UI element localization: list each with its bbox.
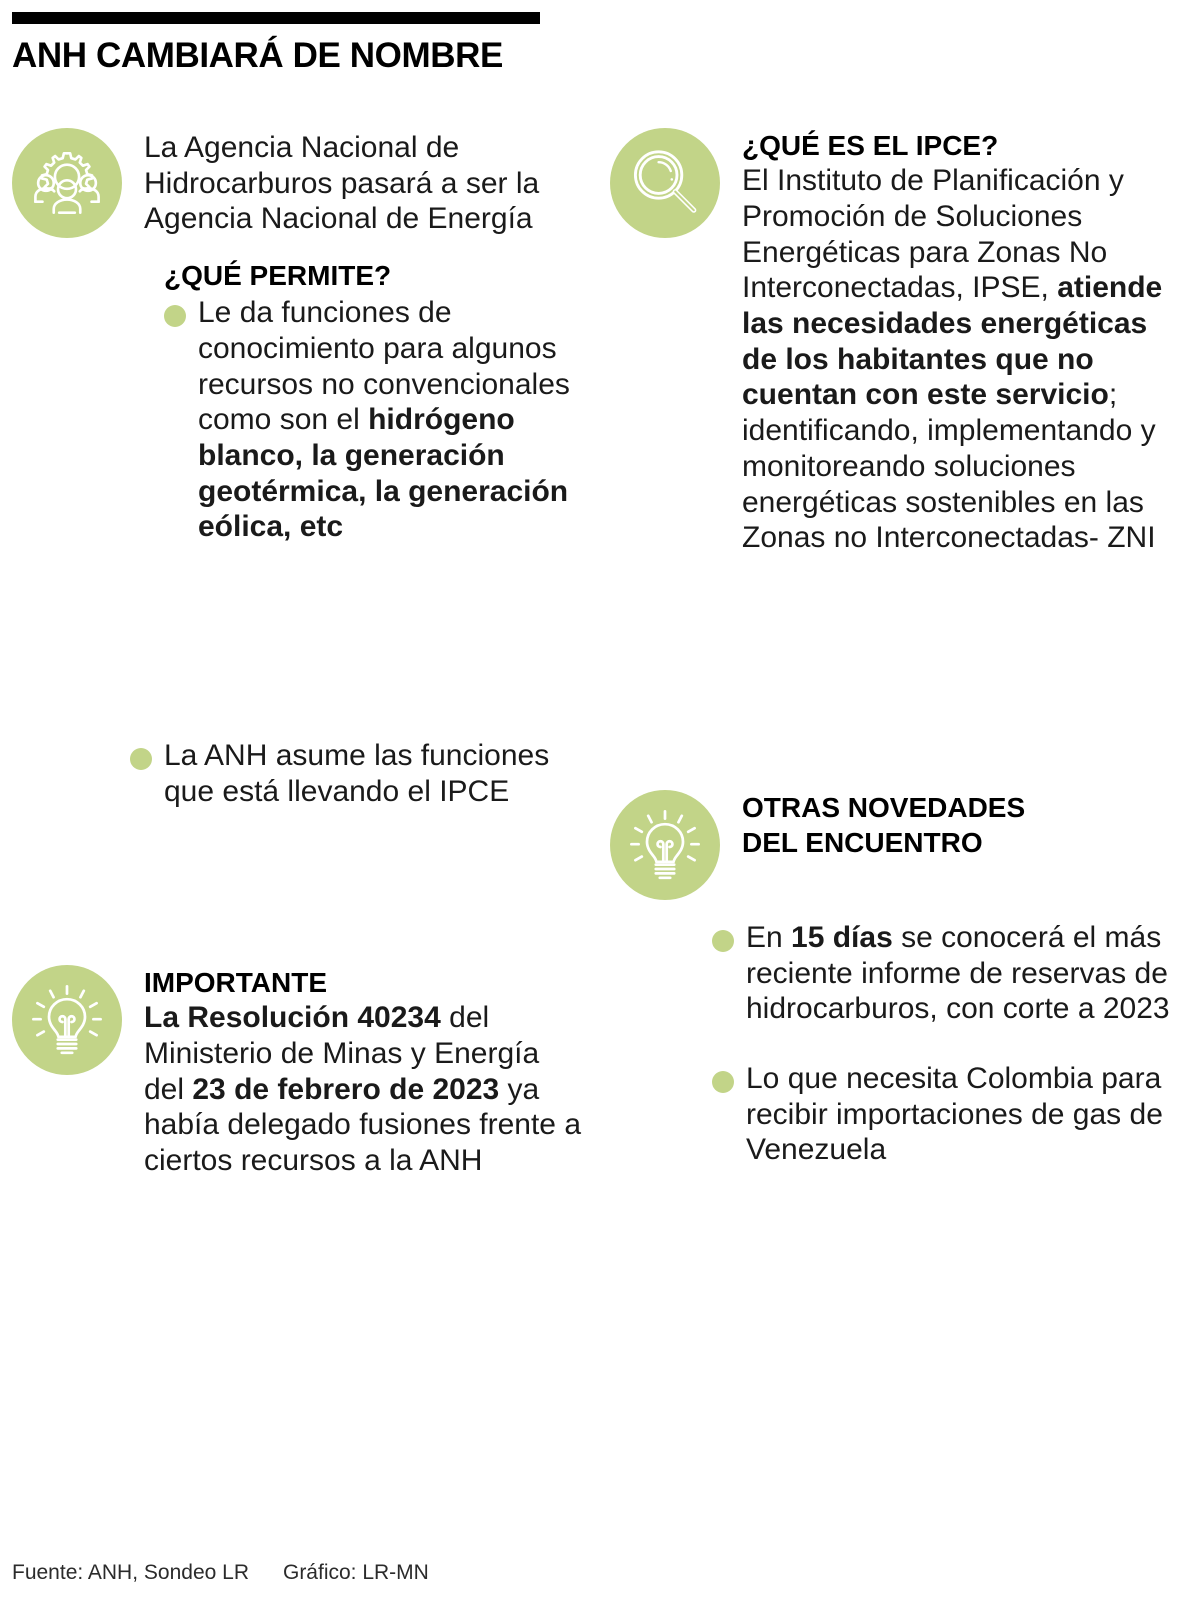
- novedades-heading-wrap: [742, 790, 1188, 863]
- permite-bullet-1-text: [198, 295, 574, 545]
- footer-source: Fuente: ANH, Sondeo LR: [12, 1561, 249, 1584]
- ipce-text: [742, 163, 1188, 556]
- permite-bullet-2-text: La ANH asume las funciones que está llevando el IPCE: [164, 739, 550, 808]
- page-title: ANH CAMBIARÁ DE NOMBRE: [12, 36, 503, 75]
- novedades-bullet-1-text: [746, 920, 1188, 1027]
- ipce-text-wrap: [742, 128, 1188, 556]
- novedades-bullet-1-tail: se conocerá el más reciente informe de reservas de hidrocarburos, con corte a 2023: [746, 921, 1170, 1026]
- ipce-tail: ; identificando, implementando y monitoreando soluciones energéticas sostenibles en las Zonas no Interconectadas- ZNI: [742, 378, 1156, 555]
- ipce-lead: El Instituto de Planificación y Promoción de Soluciones Energéticas para Zonas No Interconectadas, IPSE,: [742, 164, 1124, 305]
- novedades-bullet-1-lead: En: [746, 921, 792, 954]
- lightbulb-icon: [12, 965, 122, 1075]
- permite-bullet-1: [164, 295, 574, 545]
- novedades-bullet-1: [712, 920, 1188, 1027]
- novedades-bullets: [712, 920, 1188, 1168]
- novedades-heading-line1: OTRAS NOVEDADES: [742, 792, 1026, 823]
- importante-mid-1: del Ministerio de Minas y Energía del: [144, 1001, 540, 1106]
- intro-text-wrap: [144, 128, 582, 237]
- permite-section: [164, 260, 574, 545]
- permite-bullet-2: [130, 738, 570, 809]
- magnifier-icon: [610, 128, 720, 238]
- permite-bullet-1-bold: hidrógeno blanco, la generación geotérmica, la generación eólica, etc: [198, 403, 569, 544]
- right-column: [610, 128, 1188, 556]
- ipce-bold: atiende las necesidades energéticas de los habitantes que no cuentan con este servicio: [742, 271, 1163, 412]
- bullet-dot-icon: [130, 748, 152, 770]
- left-column: [12, 128, 582, 238]
- bullet-dot-icon: [164, 305, 186, 327]
- novedades-block: [610, 790, 1188, 900]
- footer: [12, 1561, 429, 1585]
- bullet-dot-icon: [712, 930, 734, 952]
- importante-text: [144, 1000, 582, 1178]
- importante-heading: IMPORTANTE: [144, 967, 328, 998]
- importante-section: [12, 965, 582, 1179]
- importante-block: [12, 965, 582, 1179]
- permite-bullet-2-wrap: [130, 738, 570, 809]
- footer-credit: Gráfico: LR-MN: [282, 1561, 429, 1584]
- header-rule: [12, 12, 540, 24]
- novedades-section: [610, 790, 1188, 900]
- novedades-bullet-1-bold: 15 días: [791, 921, 893, 954]
- permite-heading: ¿QUÉ PERMITE?: [164, 260, 392, 291]
- importante-bold-2: 23 de febrero de 2023: [192, 1072, 500, 1106]
- novedades-bullet-2-text: Lo que necesita Colombia para recibir importaciones de gas de Venezuela: [746, 1062, 1163, 1167]
- novedades-heading-line2: DEL ENCUENTRO: [742, 827, 983, 859]
- ipce-block: [610, 128, 1188, 556]
- importante-tail: ya había delegado fusiones frente a ciertos recursos a la ANH: [144, 1072, 582, 1178]
- ipce-heading: ¿QUÉ ES EL IPCE?: [742, 130, 999, 161]
- importante-bold-1: La Resolución 40234: [144, 1001, 441, 1035]
- lightbulb-icon: [610, 790, 720, 900]
- importante-text-wrap: [144, 965, 582, 1179]
- intro-block: [12, 128, 582, 238]
- intro-text: La Agencia Nacional de Hidrocarburos pasará a ser la Agencia Nacional de Energía: [144, 131, 540, 236]
- permite-bullet-1-lead: Le da funciones de conocimiento para algunos recursos no convencionales como son el: [198, 296, 570, 437]
- bullet-dot-icon: [712, 1071, 734, 1093]
- novedades-bullet-2: [712, 1061, 1188, 1168]
- people-gear-icon: [12, 128, 122, 238]
